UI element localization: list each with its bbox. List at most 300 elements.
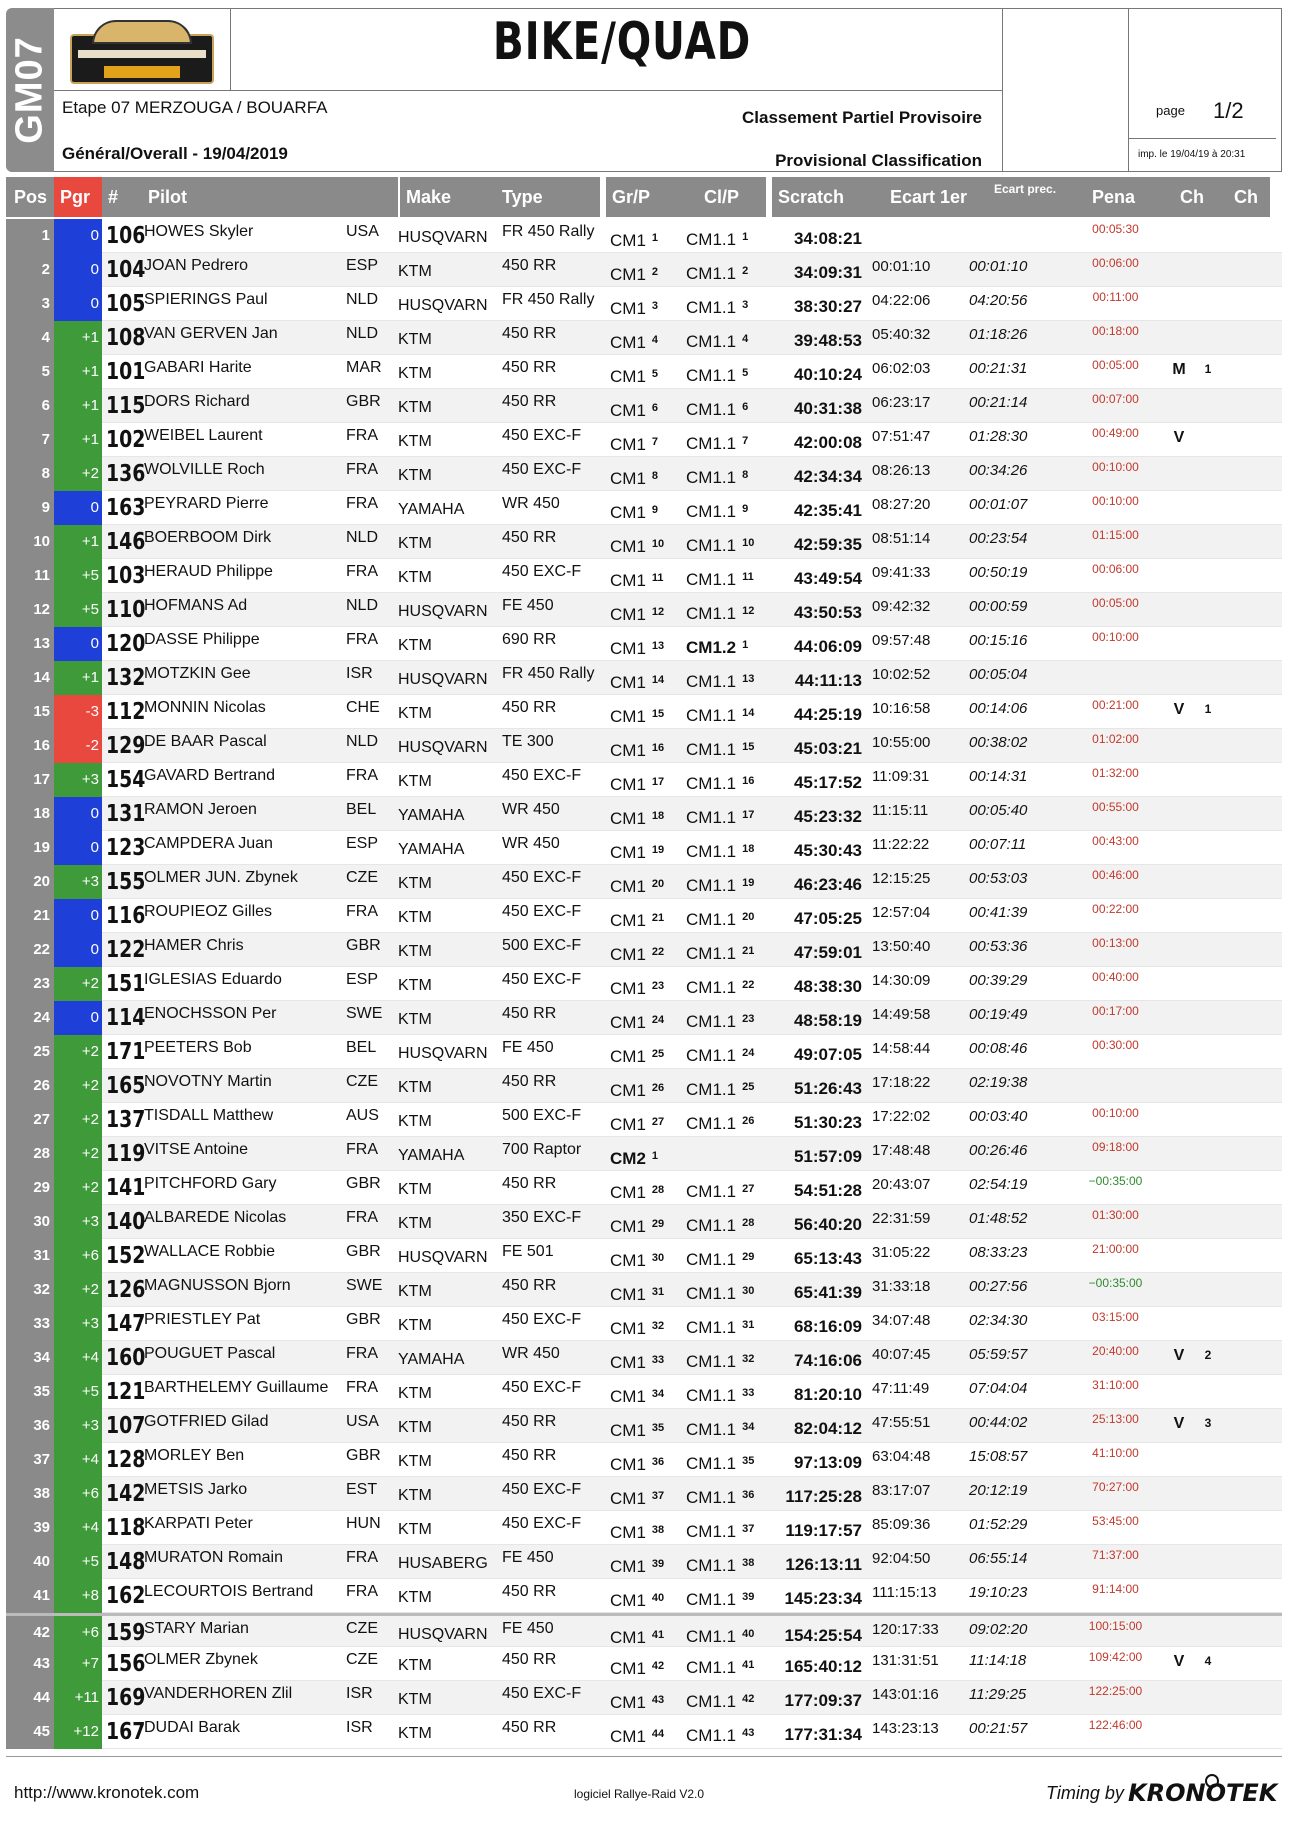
ch-code-cell: [1166, 1715, 1192, 1749]
position-cell: 41: [6, 1579, 54, 1613]
group-cell: [610, 253, 686, 287]
penalty-cell: 21:00:00: [1092, 1242, 1139, 1256]
make-cell: KTM: [398, 365, 432, 382]
table-row: [6, 1205, 1282, 1239]
type-cell: 450 RR: [502, 1583, 557, 1600]
position-gain-cell: +7: [54, 1647, 102, 1681]
group-label: CM1: [610, 1421, 646, 1440]
class-cell: [686, 355, 766, 389]
class-label: CM1.1: [686, 1658, 737, 1677]
group-rank: 24: [651, 1014, 665, 1026]
group-cell: [610, 1273, 686, 1307]
group-cell: [610, 1171, 686, 1205]
table-row: [6, 1715, 1282, 1749]
class-cell: [686, 457, 766, 491]
pilot-name-cell: PEYRARD Pierre: [144, 495, 269, 512]
nationality-cell: GBR: [346, 393, 381, 410]
nationality-cell: USA: [346, 223, 379, 240]
position-cell: 7: [6, 423, 54, 457]
ch-count-cell: [1196, 1375, 1220, 1409]
nationality-cell: CZE: [346, 869, 378, 886]
bib-number-cell: [102, 593, 146, 627]
group-cell: [610, 1477, 686, 1511]
bib-number-cell: [102, 1375, 146, 1409]
ch-code-cell: [1166, 899, 1192, 933]
penalty-cell: 00:30:00: [1092, 1038, 1139, 1052]
bib-number: 123: [106, 835, 146, 861]
class-rank: 19: [742, 877, 755, 889]
make-cell: KTM: [398, 977, 432, 994]
ch-code-cell: [1166, 457, 1192, 491]
group-cell: [610, 1545, 686, 1579]
type-cell: FE 450: [502, 597, 554, 614]
group-rank: 23: [651, 980, 665, 992]
class-cell: [686, 1375, 766, 1409]
bib-number-cell: [102, 1001, 146, 1035]
class-rank: 27: [742, 1183, 755, 1195]
col-ecartprev: Ecart prec.: [994, 182, 1057, 196]
group-label: CM1: [610, 877, 646, 896]
pilot-name-cell: NOVOTNY Martin: [144, 1073, 272, 1090]
nationality-cell: MAR: [346, 359, 382, 376]
class-label: CM1.1: [686, 808, 737, 827]
group-label: CM1: [610, 843, 646, 862]
position-gain-cell: +1: [54, 525, 102, 559]
scratch-time-cell: 46:23:46: [793, 875, 862, 894]
pilot-name-cell: MOTZKIN Gee: [144, 665, 251, 682]
group-label: CM1: [610, 673, 646, 692]
ch-count-cell: [1196, 287, 1220, 321]
pilot-name-cell: BOERBOOM Dirk: [144, 529, 272, 546]
scratch-time-cell: 117:25:28: [785, 1487, 862, 1506]
type-cell: 450 RR: [502, 1719, 557, 1736]
make-cell: KTM: [398, 637, 432, 654]
nationality-cell: GBR: [346, 1175, 381, 1192]
penalty-cell: 71:37:00: [1092, 1548, 1139, 1562]
position-gain-cell: 0: [54, 1001, 102, 1035]
pilot-name-cell: HERAUD Philippe: [144, 563, 273, 580]
group-label: CM1: [610, 401, 646, 420]
make-cell: KTM: [398, 1589, 432, 1606]
gap-previous-cell: 19:10:23: [969, 1584, 1028, 1601]
group-rank: 26: [651, 1082, 665, 1094]
penalty-cell: 00:10:00: [1092, 460, 1139, 474]
position-cell: 14: [6, 661, 54, 695]
group-rank: 40: [651, 1592, 665, 1604]
group-label: CM1: [610, 571, 646, 590]
position-gain-cell: +5: [54, 593, 102, 627]
class-cell: [686, 559, 766, 593]
penalty-cell: 20:40:00: [1092, 1344, 1139, 1358]
stage-code: GM07: [8, 36, 51, 144]
group-rank: 38: [651, 1524, 665, 1536]
class-label: CM1.1: [686, 1216, 737, 1235]
class-cell: [686, 593, 766, 627]
nationality-cell: ESP: [346, 971, 379, 988]
type-cell: WR 450: [502, 1345, 560, 1362]
ch-code-cell: [1166, 1035, 1192, 1069]
penalty-cell: 03:15:00: [1092, 1310, 1139, 1324]
table-row: [6, 491, 1282, 525]
pilot-name-cell: TISDALL Matthew: [144, 1107, 274, 1124]
col-group: [606, 177, 766, 217]
make-cell: KTM: [398, 1283, 432, 1300]
nationality-cell: CHE: [346, 699, 380, 716]
pilot-name-cell: SPIERINGS Paul: [144, 291, 268, 308]
penalty-cell: 91:14:00: [1092, 1582, 1139, 1596]
gap-previous-cell: 00:26:46: [969, 1142, 1028, 1159]
bib-number-cell: [102, 1307, 146, 1341]
bib-number: 114: [106, 1005, 146, 1031]
ch-code-cell: [1166, 1579, 1192, 1613]
ch-code-cell: [1166, 1001, 1192, 1035]
position-cell: 8: [6, 457, 54, 491]
position-cell: 20: [6, 865, 54, 899]
position-cell: 10: [6, 525, 54, 559]
gap-first-cell: 06:23:17: [872, 394, 931, 411]
penalty-cell: 09:18:00: [1092, 1140, 1139, 1154]
nationality-cell: GBR: [346, 1447, 381, 1464]
scratch-time-cell: 49:07:05: [793, 1045, 862, 1064]
penalty-cell: 25:13:00: [1092, 1412, 1139, 1426]
bib-number: 140: [106, 1209, 146, 1235]
pilot-name-cell: METSIS Jarko: [144, 1481, 248, 1498]
group-rank: 28: [651, 1184, 665, 1196]
ch-code-cell: [1166, 627, 1192, 661]
ch-code-cell: V: [1173, 1347, 1185, 1364]
class-rank: 35: [742, 1455, 755, 1467]
table-row: [6, 1035, 1282, 1069]
group-cell: [610, 1715, 686, 1749]
bib-number-cell: [102, 933, 146, 967]
penalty-cell: −00:35:00: [1088, 1174, 1143, 1188]
class-rank: 24: [742, 1047, 755, 1059]
scratch-time-cell: 65:41:39: [793, 1283, 862, 1302]
nationality-cell: GBR: [346, 1311, 381, 1328]
report-header: [6, 8, 1282, 172]
gap-first-cell: 83:17:07: [872, 1482, 931, 1499]
pilot-name-cell: WEIBEL Laurent: [144, 427, 263, 444]
table-row: [6, 1477, 1282, 1511]
position-cell: 38: [6, 1477, 54, 1511]
bib-number: 122: [106, 937, 146, 963]
bib-number-cell: [102, 1137, 146, 1171]
group-cell: [610, 627, 686, 661]
penalty-cell: [1068, 1069, 1163, 1103]
group-cell: [610, 1341, 686, 1375]
class-rank: 41: [742, 1659, 755, 1671]
penalty-cell: 00:05:30: [1092, 222, 1139, 236]
make-cell: KTM: [398, 1691, 432, 1708]
pilot-name-cell: MAGNUSSON Bjorn: [144, 1277, 291, 1294]
pilot-name-cell: WOLVILLE Roch: [144, 461, 265, 478]
position-cell: 27: [6, 1103, 54, 1137]
bib-number: 141: [106, 1175, 146, 1201]
position-gain-cell: +2: [54, 1103, 102, 1137]
gap-previous-cell: 01:52:29: [969, 1516, 1028, 1533]
penalty-cell: 00:11:00: [1092, 290, 1139, 304]
website-link[interactable]: http://www.kronotek.com: [14, 1783, 200, 1802]
brand-text: KRONOTEK: [1128, 1779, 1278, 1807]
nationality-cell: BEL: [346, 801, 377, 818]
type-cell: 450 RR: [502, 529, 557, 546]
bib-number: 159: [106, 1620, 146, 1646]
class-label: CM1.1: [686, 1556, 737, 1575]
type-cell: 700 Raptor: [502, 1141, 582, 1158]
nationality-cell: FRA: [346, 563, 378, 580]
class-label: CM1.1: [686, 1182, 737, 1201]
position-gain-cell: +1: [54, 423, 102, 457]
group-rank: 22: [651, 946, 665, 958]
group-cell: [610, 933, 686, 967]
group-label: CM1: [610, 1489, 646, 1508]
bib-number: 104: [106, 257, 146, 283]
gap-previous-cell: 20:12:19: [969, 1482, 1028, 1499]
group-cell: [610, 1375, 686, 1409]
gap-first-cell: 63:04:48: [872, 1448, 931, 1465]
ch-count-cell: [1196, 559, 1220, 593]
position-gain-cell: +2: [54, 1273, 102, 1307]
make-cell: KTM: [398, 1215, 432, 1232]
table-row: [6, 389, 1282, 423]
make-cell: KTM: [398, 1181, 432, 1198]
class-cell: [686, 695, 766, 729]
ch-count-cell: [1196, 933, 1220, 967]
col-type: Type: [502, 187, 543, 207]
bib-number-cell: [102, 1273, 146, 1307]
table-row: [6, 865, 1282, 899]
penalty-cell: 00:43:00: [1092, 834, 1139, 848]
nationality-cell: FRA: [346, 495, 378, 512]
group-rank: 33: [651, 1354, 665, 1366]
class-rank: 30: [742, 1285, 755, 1297]
bib-number: 116: [106, 903, 146, 929]
group-rank: 29: [651, 1218, 665, 1230]
pilot-name-cell: DUDAI Barak: [144, 1719, 241, 1736]
scratch-time-cell: 177:31:34: [784, 1725, 862, 1744]
ch-count-cell: [1196, 593, 1220, 627]
table-row: [6, 661, 1282, 695]
col-ecart1: Ecart 1er: [890, 187, 968, 207]
ch-count-cell: [1196, 729, 1220, 763]
class-cell: [686, 1341, 766, 1375]
group-rank: 32: [651, 1320, 665, 1332]
table-row: [6, 899, 1282, 933]
ch-count-cell: [1196, 797, 1220, 831]
class-cell: [686, 525, 766, 559]
gap-first-cell: 47:55:51: [872, 1414, 931, 1431]
class-cell: [686, 1545, 766, 1579]
bib-number-cell: [102, 559, 146, 593]
class-label: CM1.1: [686, 978, 737, 997]
make-cell: KTM: [398, 1657, 432, 1674]
scratch-time-cell: 40:10:24: [793, 365, 862, 384]
gap-previous-cell: 02:19:38: [969, 1074, 1028, 1091]
position-gain-cell: +1: [54, 389, 102, 423]
ch-count-cell: [1196, 1307, 1220, 1341]
group-cell: [610, 1647, 686, 1681]
group-cell: [610, 1137, 686, 1171]
make-cell: KTM: [398, 1419, 432, 1436]
group-cell: [610, 491, 686, 525]
bib-number: 148: [106, 1549, 146, 1575]
class-rank: 11: [742, 571, 754, 583]
class-cell: [686, 1001, 766, 1035]
type-cell: TE 300: [502, 733, 554, 750]
group-rank: 1: [651, 232, 659, 244]
group-rank: 7: [651, 436, 659, 448]
type-cell: 450 RR: [502, 1413, 557, 1430]
scratch-time-cell: 38:30:27: [793, 297, 862, 316]
penalty-cell: 00:10:00: [1092, 630, 1139, 644]
gap-previous-cell: 00:38:02: [969, 734, 1028, 751]
gap-previous-cell: 09:02:20: [969, 1621, 1028, 1638]
bib-number-cell: [102, 1545, 146, 1579]
pilot-name-cell: HOWES Skyler: [144, 223, 254, 240]
scratch-time-cell: 45:30:43: [793, 841, 862, 860]
penalty-cell: 109:42:00: [1088, 1650, 1143, 1664]
position-cell: 2: [6, 253, 54, 287]
group-cell: [610, 525, 686, 559]
type-cell: 450 RR: [502, 1073, 557, 1090]
position-gain-cell: +2: [54, 967, 102, 1001]
bib-number-cell: [102, 1035, 146, 1069]
make-cell: KTM: [398, 1317, 432, 1334]
class-label: CM1.1: [686, 1627, 737, 1646]
scratch-time-cell: 145:23:34: [784, 1589, 862, 1608]
scratch-time-cell: 154:25:54: [784, 1626, 862, 1645]
pilot-name-cell: RAMON Jeroen: [144, 801, 257, 818]
nationality-cell: FRA: [346, 1141, 378, 1158]
class-label: CM1.1: [686, 570, 737, 589]
gap-first-cell: 10:55:00: [872, 734, 931, 751]
pilot-name-cell: MURATON Romain: [144, 1549, 283, 1566]
gap-previous-cell: 01:28:30: [969, 428, 1028, 445]
position-cell: 21: [6, 899, 54, 933]
position-gain-cell: +1: [54, 355, 102, 389]
ch-code-cell: [1166, 219, 1192, 253]
group-rank: 9: [651, 504, 659, 516]
make-cell: KTM: [398, 1113, 432, 1130]
table-row: [6, 1307, 1282, 1341]
group-label: CM1: [610, 1353, 646, 1372]
group-rank: 37: [651, 1490, 665, 1502]
position-gain-cell: +2: [54, 1137, 102, 1171]
nationality-cell: EST: [346, 1481, 378, 1498]
group-rank: 21: [651, 912, 665, 924]
pilot-name-cell: VANDERHOREN Zlil: [144, 1685, 293, 1702]
scratch-time-cell: 177:09:37: [784, 1691, 862, 1710]
table-row: [6, 355, 1282, 389]
pilot-name-cell: PITCHFORD Gary: [144, 1175, 277, 1192]
group-rank: 10: [651, 538, 665, 550]
bib-number: 167: [106, 1719, 146, 1745]
gap-previous-cell: 00:50:19: [969, 564, 1028, 581]
group-cell: [610, 865, 686, 899]
position-cell: 6: [6, 389, 54, 423]
gap-first-cell: 12:57:04: [872, 904, 931, 921]
bib-number-cell: [102, 1681, 146, 1715]
gap-first-cell: 92:04:50: [872, 1550, 931, 1567]
bib-number: 160: [106, 1345, 146, 1371]
group-rank: 43: [651, 1694, 665, 1706]
table-row: [6, 253, 1282, 287]
group-rank: 5: [651, 368, 659, 380]
make-cell: KTM: [398, 943, 432, 960]
group-cell: [610, 763, 686, 797]
group-cell: [610, 729, 686, 763]
group-rank: 2: [651, 266, 659, 278]
position-cell: 13: [6, 627, 54, 661]
group-rank: 11: [651, 572, 664, 584]
pilot-name-cell: VAN GERVEN Jan: [144, 325, 278, 342]
ch-code-cell: [1166, 1069, 1192, 1103]
scratch-time-cell: 44:25:19: [793, 705, 862, 724]
col-ch1: Ch: [1180, 187, 1204, 207]
gap-previous-cell: 06:55:14: [969, 1550, 1028, 1567]
class-label: CM1.1: [686, 332, 737, 351]
class-rank: 18: [742, 843, 755, 855]
gap-first-cell: 40:07:45: [872, 1346, 931, 1363]
ch-count-cell: [1196, 1273, 1220, 1307]
group-cell: [610, 219, 686, 253]
gap-previous-cell: 00:39:29: [969, 972, 1028, 989]
group-label: CM1: [610, 1183, 646, 1202]
gap-first-cell: 04:22:06: [872, 292, 931, 309]
type-cell: 450 RR: [502, 1447, 557, 1464]
bib-number: 126: [106, 1277, 146, 1303]
bib-number: 129: [106, 733, 146, 759]
table-row: [6, 933, 1282, 967]
group-label: CM1: [610, 707, 646, 726]
class-rank: 5: [742, 367, 749, 379]
group-label: CM1: [610, 1217, 646, 1236]
type-cell: 450 EXC-F: [502, 1481, 582, 1498]
group-cell: [610, 967, 686, 1001]
position-cell: 29: [6, 1171, 54, 1205]
table-row: [6, 1613, 1282, 1647]
ch-count-cell: [1196, 1171, 1220, 1205]
gap-first-cell: 11:15:11: [872, 802, 929, 819]
type-cell: 450 EXC-F: [502, 1515, 582, 1532]
group-rank: 17: [651, 776, 665, 788]
ch-code-cell: [1166, 1443, 1192, 1477]
position-gain-cell: +2: [54, 1171, 102, 1205]
position-gain-cell: +4: [54, 1443, 102, 1477]
group-label: CM1: [610, 265, 646, 284]
nationality-cell: HUN: [346, 1515, 381, 1532]
gap-first-cell: 31:05:22: [872, 1244, 931, 1261]
pilot-name-cell: PRIESTLEY Pat: [144, 1311, 261, 1328]
bib-number-cell: [102, 831, 146, 865]
pilot-name-cell: HAMER Chris: [144, 937, 244, 954]
class-label: CM1.1: [686, 1522, 737, 1541]
table-row: [6, 1511, 1282, 1545]
group-rank: 14: [651, 674, 665, 686]
scratch-time-cell: 51:30:23: [793, 1113, 862, 1132]
scratch-time-cell: 42:59:35: [793, 535, 862, 554]
nationality-cell: FRA: [346, 1379, 378, 1396]
penalty-cell: 00:10:00: [1092, 1106, 1139, 1120]
table-row: [6, 423, 1282, 457]
class-cell: [686, 1307, 766, 1341]
print-timestamp: imp. le 19/04/19 à 20:31: [1138, 149, 1246, 160]
make-cell: KTM: [398, 399, 432, 416]
group-cell: [610, 287, 686, 321]
group-cell: [610, 1205, 686, 1239]
group-rank: 36: [651, 1456, 665, 1468]
type-cell: WR 450: [502, 801, 560, 818]
